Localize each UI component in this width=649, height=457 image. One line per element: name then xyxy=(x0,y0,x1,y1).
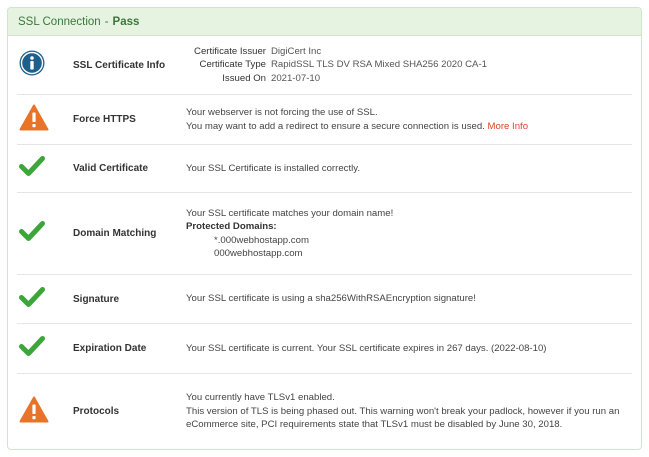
row-label: Expiration Date xyxy=(73,343,147,354)
panel-header xyxy=(8,8,641,36)
protocols-line-1: You currently have TLSv1 enabled. xyxy=(186,392,335,404)
issued-key: Issued On xyxy=(222,72,266,84)
row-content xyxy=(186,207,632,261)
row-content xyxy=(186,106,632,133)
row-valid-certificate xyxy=(17,145,632,193)
row-label: Signature xyxy=(73,293,120,305)
domain-match-text: Your SSL certificate matches your domain name! xyxy=(186,207,394,219)
status-pass: Pass xyxy=(112,15,140,28)
row-label: Force HTTPS xyxy=(73,114,136,125)
row-label: Valid Certificate xyxy=(73,163,149,174)
row-content: Your SSL Certificate is installed correctly. xyxy=(186,162,361,174)
row-content: Your SSL certificate is using a sha256WithRSAEncryption signature! xyxy=(186,293,476,305)
more-info-link[interactable]: More Info xyxy=(487,120,529,132)
row-label: SSL Certificate Info xyxy=(73,59,166,71)
protocols-line-2: This version of TLS is being phased out. This warning won't break your padlock, however if you run an eCommerce site, PCI requirements state that TLSv1 must be disabled by June 30, 2018. xyxy=(186,405,620,431)
check-list xyxy=(8,36,641,449)
domain-item: 000webhostapp.com xyxy=(214,248,303,259)
issuer-value: DigiCert Inc xyxy=(271,45,322,57)
type-key: Certificate Type xyxy=(199,59,266,71)
row-label: Protocols xyxy=(73,406,120,417)
warning-icon xyxy=(19,396,49,428)
panel-title: SSL Connection xyxy=(18,15,101,28)
row-label: Domain Matching xyxy=(73,228,157,239)
protected-domains-heading: Protected Domains: xyxy=(186,221,277,232)
row-expiration-date xyxy=(17,324,632,374)
row-domain-matching xyxy=(17,193,632,275)
ssl-connection-panel xyxy=(7,7,642,450)
check-icon xyxy=(19,335,45,362)
issued-value: 2021-07-10 xyxy=(271,72,321,84)
row-content xyxy=(186,45,632,86)
domain-item: *.000webhostapp.com xyxy=(214,234,309,246)
info-icon xyxy=(19,50,45,81)
row-force-https xyxy=(17,95,632,145)
https-line-2: You may want to add a redirect to ensure a secure connection is used. xyxy=(186,120,485,132)
title-separator: - xyxy=(104,15,109,28)
check-icon xyxy=(19,286,45,313)
https-line-1: Your webserver is not forcing the use of SSL. xyxy=(186,107,378,118)
issuer-key: Certificate Issuer xyxy=(194,45,266,57)
check-icon xyxy=(19,155,45,182)
type-value: RapidSSL TLS DV RSA Mixed SHA256 2020 CA-1 xyxy=(271,59,487,71)
row-content: Your SSL certificate is current. Your SSL certificate expires in 267 days. (2022-08-10) xyxy=(186,342,547,354)
row-content xyxy=(186,391,632,432)
warning-icon xyxy=(19,104,49,136)
check-icon xyxy=(19,220,45,247)
row-protocols xyxy=(17,374,632,449)
row-signature xyxy=(17,275,632,324)
row-certificate-info xyxy=(17,36,632,95)
